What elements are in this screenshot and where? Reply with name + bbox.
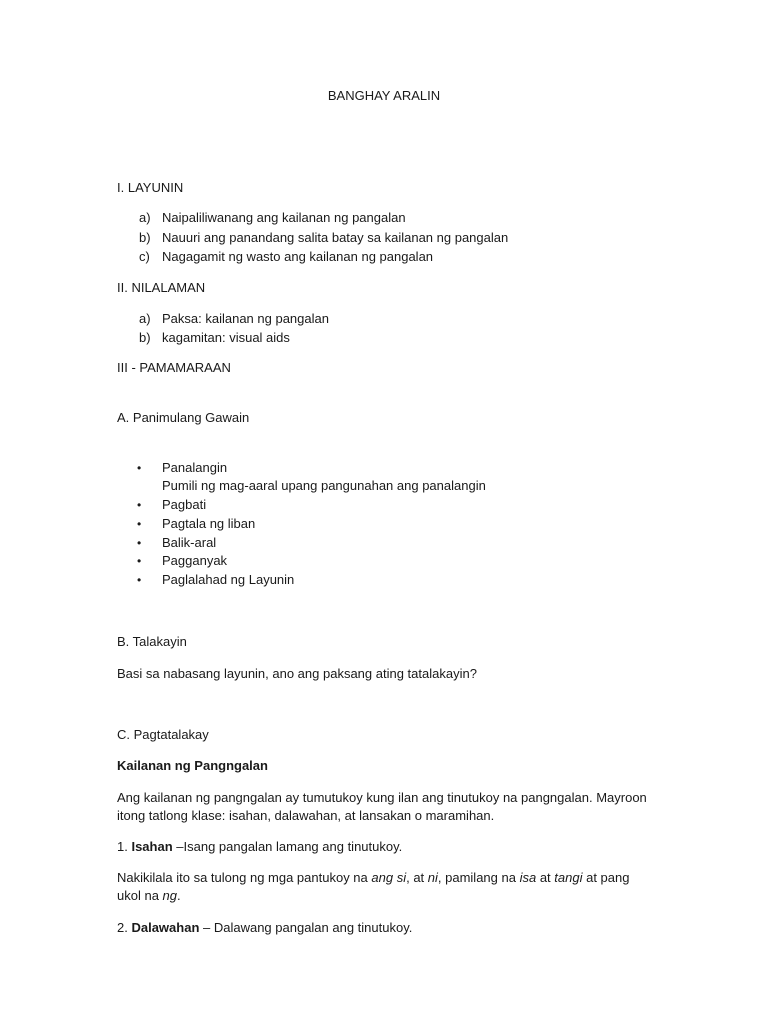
subsection-heading-a: A. Panimulang Gawain [117, 410, 250, 425]
bullet-icon: • [137, 498, 142, 512]
list-item: Pagtala ng liban [162, 516, 256, 531]
list-item: Panalangin [162, 460, 228, 475]
point-term: Isahan [131, 839, 173, 854]
list-item: kagamitan: visual aids [162, 330, 290, 345]
note-text: at pang [582, 870, 630, 885]
topic-heading [117, 758, 268, 774]
list-item: Nagagamit ng wasto ang kailanan ng pangalan [162, 249, 434, 264]
list-marker: a) [139, 311, 151, 326]
isahan-note-line-2 [117, 888, 181, 904]
bullet-icon: • [137, 554, 142, 568]
bullet-icon: • [137, 461, 142, 475]
list-item: Nauuri ang panandang salita batay sa kailanan ng pangalan [162, 230, 509, 245]
list-item: Pagbati [162, 497, 207, 512]
note-text: , at [406, 870, 428, 885]
note-italic: isa [519, 870, 537, 885]
talakayin-question: Basi sa nabasang layunin, ano ang paksang ating tatalakayin? [117, 666, 477, 681]
point-term: Dalawahan [131, 920, 200, 935]
section-heading-pamamaraan: III - PAMAMARAAN [117, 360, 231, 375]
note-italic: tangi [554, 870, 583, 885]
intro-paragraph-line-1: Ang kailanan ng pangngalan ay tumutukoy kung ilan ang tinutukoy na pangngalan. Mayroon [117, 790, 647, 805]
list-marker: b) [139, 230, 151, 245]
note-text: . [177, 888, 181, 903]
point-isahan [117, 839, 402, 855]
list-marker: b) [139, 330, 151, 345]
list-item: Paglalahad ng Layunin [162, 572, 295, 587]
section-heading-nilalaman: II. NILALAMAN [117, 280, 206, 295]
topic-heading-text: Kailanan ng Pangngalan [117, 758, 268, 773]
point-definition: –Isang pangalan lamang ang tinutukoy. [172, 839, 403, 854]
point-dalawahan [117, 920, 412, 936]
bullet-icon: • [137, 536, 142, 550]
isahan-note-line-1 [117, 870, 629, 886]
point-number: 2. [117, 920, 132, 935]
bullet-icon: • [137, 517, 142, 531]
list-item: Pagganyak [162, 553, 228, 568]
note-italic: ng [162, 888, 178, 903]
list-item-subtext: Pumili ng mag-aaral upang pangunahan ang panalangin [162, 478, 486, 493]
bullet-icon: • [137, 573, 142, 587]
note-text: Nakikilala ito sa tulong ng mga pantukoy na [117, 870, 372, 885]
note-italic: ang si [371, 870, 407, 885]
note-italic: ni [427, 870, 438, 885]
point-number: 1. [117, 839, 132, 854]
list-marker: c) [139, 249, 150, 264]
subsection-heading-c: C. Pagtatalakay [117, 727, 209, 742]
point-definition: – Dalawang pangalan ang tinutukoy. [199, 920, 413, 935]
list-item: Naipaliliwanang ang kailanan ng pangalan [162, 210, 406, 225]
note-text: , pamilang na [437, 870, 520, 885]
list-item: Paksa: kailanan ng pangalan [162, 311, 329, 326]
intro-paragraph-line-2: itong tatlong klase: isahan, dalawahan, at lansakan o maramihan. [117, 808, 495, 823]
list-item: Balik-aral [162, 535, 217, 550]
section-heading-layunin: I. LAYUNIN [117, 180, 184, 195]
subsection-heading-b: B. Talakayin [117, 634, 187, 649]
note-text: ukol na [117, 888, 163, 903]
list-marker: a) [139, 210, 151, 225]
document-title: BANGHAY ARALIN [327, 88, 441, 103]
note-text: at [536, 870, 555, 885]
